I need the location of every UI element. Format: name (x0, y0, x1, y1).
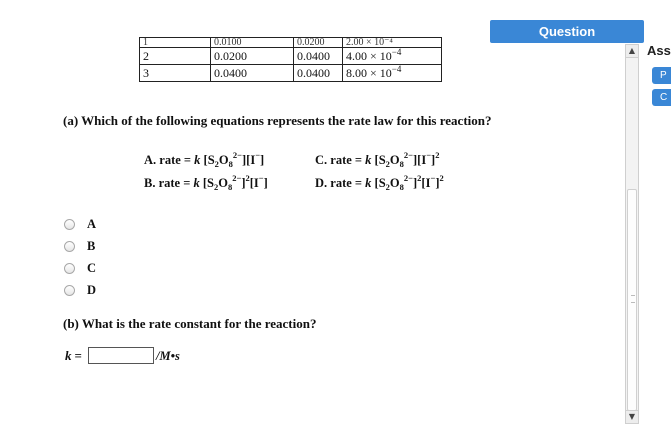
eq-charge: − (258, 173, 264, 183)
eq-sub: 2 (214, 159, 219, 169)
table-cell: 0.0200 (211, 48, 294, 65)
rate-constant-input[interactable] (88, 347, 154, 364)
option-d-radio-row[interactable] (64, 282, 96, 298)
eq-s: S (378, 153, 386, 167)
option-a-radio-row[interactable] (64, 216, 96, 232)
eq-charge: − (430, 173, 436, 183)
eq-power: 2 (417, 173, 422, 183)
eq-power: 2 (435, 150, 440, 160)
option-b-radio-row[interactable] (64, 238, 95, 254)
eq-k: k (365, 153, 372, 167)
eq-sub: 2 (385, 159, 390, 169)
table-cell: 0.0400 (294, 65, 343, 82)
eq-charge: 2− (232, 173, 242, 183)
equation-c: C. rate = k $[S_2O_8^{2-}][I^-]^2$ (315, 150, 440, 169)
eq-charge: − (255, 150, 261, 160)
eq-prefix: A. rate = (144, 153, 195, 167)
eq-o: O (389, 176, 400, 190)
eq-prefix: D. rate = (315, 176, 366, 190)
option-label: B (87, 238, 96, 253)
equation-d: D. rate = k $[S_2O_8^{2-}]^2[I^-]^2$ (315, 173, 444, 192)
rate-value: 4.00 × 10 (346, 49, 392, 63)
rate-constant-label (65, 348, 82, 364)
table-row (140, 65, 442, 82)
eq-sub: 8 (399, 159, 404, 169)
eq-prefix: B. rate = (144, 176, 194, 190)
side-panel-button-2[interactable]: C (652, 89, 671, 106)
eq-i: I (421, 153, 427, 167)
eq-k: k (193, 176, 200, 190)
table-row (140, 38, 442, 48)
table-cell: 1 (140, 38, 211, 48)
radio-button-icon[interactable] (64, 241, 75, 252)
experiment-data-table (139, 37, 442, 82)
eq-charge: 2− (403, 173, 413, 183)
question-tab[interactable]: Question (490, 20, 644, 43)
radio-button-icon[interactable] (64, 285, 75, 296)
part-b-question: (b) What is the rate constant for the reaction? (63, 316, 317, 331)
eq-s: S (207, 153, 215, 167)
scroll-grip-icon (631, 295, 635, 303)
eq-prefix: C. rate = (315, 153, 366, 167)
vertical-scrollbar[interactable] (625, 44, 639, 424)
eq-o: O (218, 153, 229, 167)
eq-charge: − (426, 150, 432, 160)
rate-constant-units: /M•s (156, 349, 180, 363)
eq-sub: 2 (213, 182, 219, 192)
rate-exponent: −4 (391, 64, 402, 74)
table-cell: 0.0400 (211, 65, 294, 82)
eq-sub: 8 (228, 159, 233, 169)
eq-s: S (207, 176, 214, 190)
table-cell: 2.00 × 10⁻⁴ (343, 38, 442, 48)
radio-button-icon[interactable] (64, 263, 75, 274)
k-symbol: k (65, 348, 72, 363)
option-label: D (87, 282, 97, 297)
eq-power: 2 (245, 173, 250, 183)
eq-i: I (250, 153, 256, 167)
eq-i: I (253, 176, 259, 190)
eq-o: O (389, 153, 400, 167)
eq-charge: 2− (403, 150, 413, 160)
eq-sub: 8 (227, 182, 233, 192)
eq-k: k (194, 153, 201, 167)
rate-value: 8.00 × 10 (346, 66, 392, 80)
table-cell (343, 65, 442, 82)
radio-button-icon[interactable] (64, 219, 75, 230)
table-row (140, 48, 442, 65)
option-label: C (87, 260, 97, 275)
eq-o: O (218, 176, 228, 190)
part-a-question: (a) Which of the following equations represents the rate law for this reaction? (63, 113, 492, 128)
rate-exponent: −4 (391, 47, 402, 57)
equation-b: B. rate = k $[S_2O_8^{2-}]^2[I^-]$ (144, 173, 268, 192)
equals-sign: = (74, 348, 82, 363)
scroll-down-arrow-icon[interactable]: ▼ (626, 410, 638, 423)
equation-a: A. rate = k $[S_2O_8^{2-}][I^-]$ (144, 150, 265, 169)
option-label: A (87, 216, 97, 231)
eq-k: k (365, 176, 372, 190)
table-cell: 3 (140, 65, 211, 82)
scroll-up-arrow-icon[interactable]: ▲ (626, 45, 638, 58)
eq-power: 2 (439, 173, 444, 183)
table-cell: 0.0200 (294, 38, 343, 48)
assignment-panel-title: Ass (647, 43, 671, 58)
side-panel-button-1[interactable]: P (652, 67, 671, 84)
eq-sub: 2 (385, 182, 390, 192)
eq-i: I (425, 176, 431, 190)
table-cell (343, 48, 442, 65)
option-c-radio-row[interactable] (64, 260, 96, 276)
table-cell: 0.0400 (294, 48, 343, 65)
table-cell: 2 (140, 48, 211, 65)
eq-charge: 2− (232, 150, 242, 160)
eq-sub: 8 (399, 182, 404, 192)
table-cell: 0.0100 (211, 38, 294, 48)
scroll-thumb[interactable] (627, 189, 637, 411)
eq-s: S (378, 176, 386, 190)
